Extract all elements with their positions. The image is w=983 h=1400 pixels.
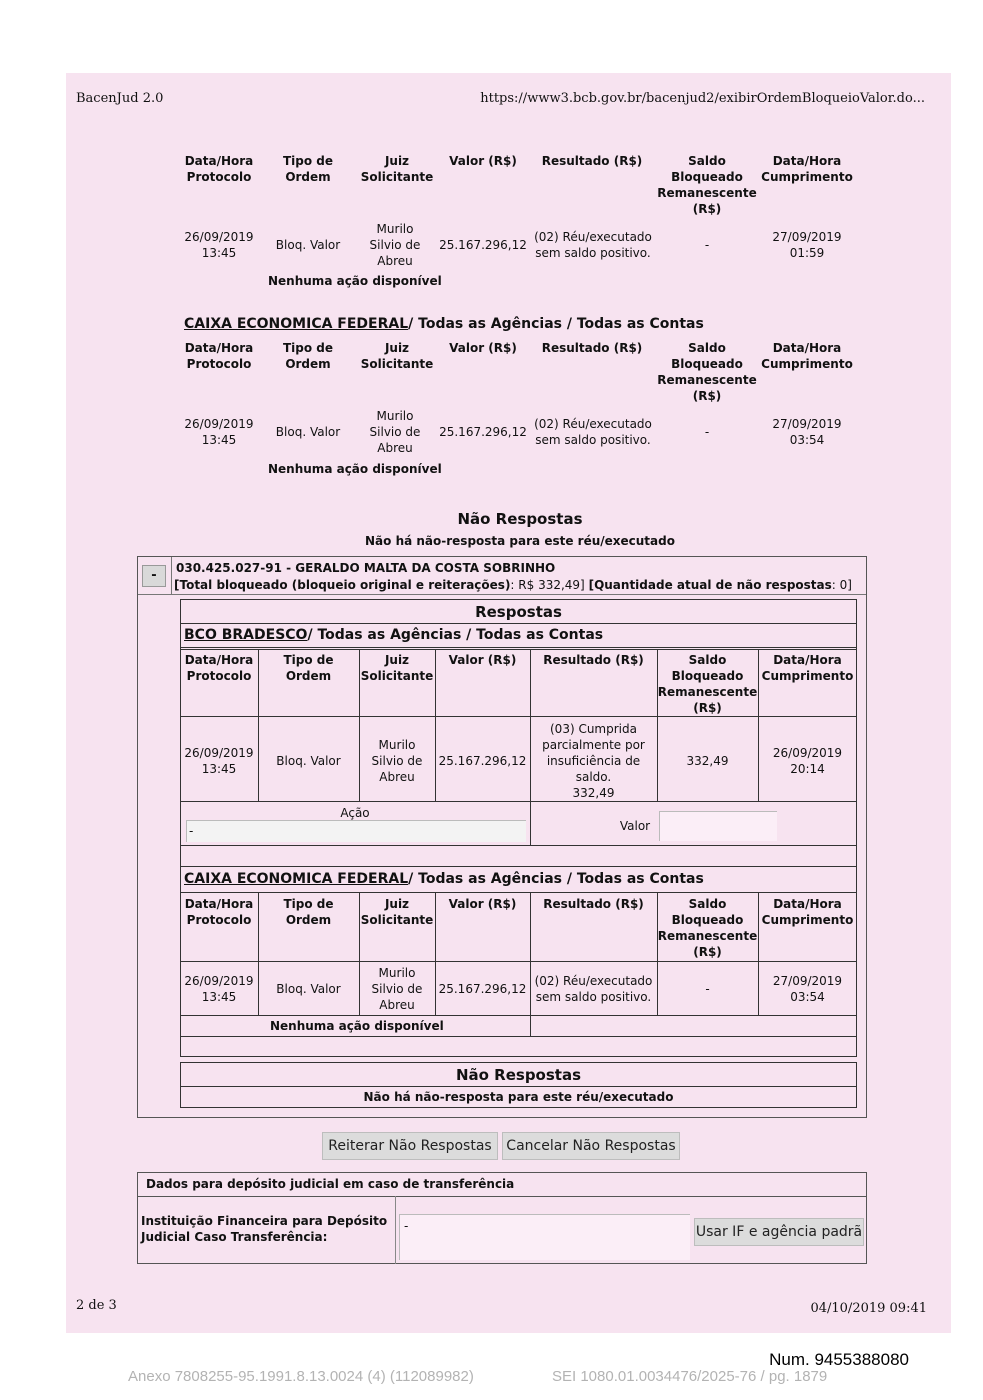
cell-juiz: Murilo Silvio de Abreu bbox=[369, 409, 421, 455]
nao-respostas-text: Não há não-resposta para este réu/executado bbox=[363, 1090, 674, 1104]
cell-juiz: Murilo Silvio de Abreu bbox=[371, 966, 423, 1012]
grid-line bbox=[180, 1015, 857, 1016]
acao-label: Ação bbox=[340, 806, 370, 820]
col-header-cumprimento: Data/Hora Cumprimento bbox=[761, 341, 853, 371]
col-header-protocolo: Data/Hora Protocolo bbox=[184, 897, 254, 927]
total-value: : R$ 332,49] bbox=[510, 578, 585, 592]
bank-scope: / Todas as Agências / Todas as Contas bbox=[307, 627, 604, 643]
cell-valor: 25.167.296,12 bbox=[439, 425, 527, 439]
cell-tipo: Bloq. Valor bbox=[275, 425, 341, 439]
col-header-saldo: Saldo Bloqueado Remanescente (R$) bbox=[657, 154, 757, 216]
bank-scope: / Todas as Agências / Todas as Contas bbox=[408, 871, 704, 887]
col-header-valor: Valor (R$) bbox=[449, 154, 517, 168]
cell-saldo: - bbox=[705, 982, 710, 996]
qtd-value: : 0] bbox=[831, 578, 852, 592]
deposito-title: Dados para depósito judicial em caso de transferência bbox=[146, 1177, 515, 1191]
acao-select[interactable] bbox=[186, 820, 526, 842]
bank-scope: / Todas as Agências / Todas as Contas bbox=[408, 316, 704, 332]
cell-cumprimento: 26/09/2019 20:14 bbox=[772, 746, 843, 776]
cell-saldo: 332,49 bbox=[686, 754, 729, 768]
respostas-divider bbox=[180, 623, 857, 624]
bank-title bbox=[184, 871, 704, 887]
col-header-resultado: Resultado (R$) bbox=[543, 897, 644, 911]
col-header-valor: Valor (R$) bbox=[448, 653, 517, 667]
col-header-protocolo: Data/Hora Protocolo bbox=[184, 341, 254, 371]
cell-valor: 25.167.296,12 bbox=[439, 238, 527, 252]
instituicao-select[interactable] bbox=[399, 1214, 690, 1260]
instituicao-select-value: - bbox=[404, 1219, 409, 1233]
cell-tipo: Bloq. Valor bbox=[276, 982, 341, 996]
cancelar-nao-respostas-button[interactable]: Cancelar Não Respostas bbox=[502, 1132, 680, 1160]
reiterar-nao-respostas-button[interactable]: Reiterar Não Respostas bbox=[322, 1132, 498, 1160]
cell-tipo: Bloq. Valor bbox=[276, 754, 341, 768]
col-header-resultado: Resultado (R$) bbox=[541, 341, 643, 355]
document-number: Num. 9455388080 bbox=[769, 1350, 909, 1369]
sei-reference: SEI 1080.01.0034476/2025-76 / pg. 1879 bbox=[552, 1368, 828, 1385]
col-header-juiz: Juiz Solicitante bbox=[360, 341, 434, 371]
grid-line bbox=[180, 961, 857, 962]
anexo-reference: Anexo 7808255-95.1991.8.13.0024 (4) (112089982) bbox=[128, 1368, 474, 1385]
nao-respostas-title: Não Respostas bbox=[455, 1066, 582, 1084]
cell-saldo: - bbox=[704, 238, 710, 252]
valor-label: Valor bbox=[619, 819, 651, 833]
col-header-saldo: Saldo Bloqueado Remanescente (R$) bbox=[657, 653, 758, 715]
reu-name: 030.425.027-91 - GERALDO MALTA DA COSTA SOBRINHO bbox=[176, 561, 556, 575]
page-counter: 2 de 3 bbox=[76, 1298, 117, 1313]
reu-toggle-divider bbox=[171, 557, 172, 594]
col-header-tipo: Tipo de Ordem bbox=[283, 897, 334, 927]
acao-select-value: - bbox=[189, 824, 194, 838]
valor-input[interactable] bbox=[659, 811, 777, 841]
col-header-valor: Valor (R$) bbox=[448, 897, 517, 911]
reu-divider bbox=[138, 594, 866, 595]
col-header-valor: Valor (R$) bbox=[449, 341, 517, 355]
bank-title bbox=[184, 627, 603, 643]
usar-if-agencia-padrao-button[interactable]: Usar IF e agência padrã bbox=[694, 1218, 864, 1246]
cell-juiz: Murilo Silvio de Abreu bbox=[371, 738, 423, 784]
col-header-tipo: Tipo de Ordem bbox=[282, 341, 334, 371]
col-header-tipo: Tipo de Ordem bbox=[283, 653, 334, 683]
cell-tipo: Bloq. Valor bbox=[275, 238, 341, 252]
cell-juiz: Murilo Silvio de Abreu bbox=[369, 222, 421, 268]
col-header-juiz: Juiz Solicitante bbox=[360, 154, 434, 184]
col-header-cumprimento: Data/Hora Cumprimento bbox=[761, 653, 854, 683]
cell-cumprimento: 27/09/2019 03:54 bbox=[772, 974, 843, 1004]
col-header-juiz: Juiz Solicitante bbox=[360, 653, 434, 683]
col-header-tipo: Tipo de Ordem bbox=[282, 154, 334, 184]
col-header-saldo: Saldo Bloqueado Remanescente (R$) bbox=[657, 341, 757, 403]
bank-name: BCO BRADESCO bbox=[184, 627, 308, 643]
bank-name: CAIXA ECONOMICA FEDERAL bbox=[184, 871, 409, 887]
cell-valor: 25.167.296,12 bbox=[438, 982, 527, 996]
deposito-label: Instituição Financeira para Depósito Judicial Caso Transferência: bbox=[141, 1214, 388, 1244]
total-label: [Total bloqueado (bloqueio original e reiterações) bbox=[174, 578, 511, 592]
col-header-protocolo: Data/Hora Protocolo bbox=[184, 653, 254, 683]
cell-resultado: (02) Réu/executado sem saldo positivo. bbox=[534, 230, 652, 260]
cell-protocolo: 26/09/2019 13:45 bbox=[184, 417, 254, 447]
grid-line bbox=[180, 716, 857, 717]
caixa-title-top-divider bbox=[180, 866, 857, 867]
qtd-label: [Quantidade atual de não respostas bbox=[588, 578, 832, 592]
nao-respostas-text: Não há não-resposta para este réu/executado bbox=[365, 534, 675, 548]
bank-name: CAIXA ECONOMICA FEDERAL bbox=[184, 316, 409, 332]
cell-cumprimento: 27/09/2019 01:59 bbox=[772, 230, 842, 260]
col-header-juiz: Juiz Solicitante bbox=[360, 897, 434, 927]
acao-status: Nenhuma ação disponível bbox=[268, 274, 442, 288]
col-header-resultado: Resultado (R$) bbox=[543, 653, 644, 667]
cell-resultado: (02) Réu/executado sem saldo positivo. bbox=[534, 974, 653, 1004]
collapse-toggle-button[interactable]: - bbox=[142, 565, 166, 587]
grid-line bbox=[530, 892, 531, 1037]
col-header-cumprimento: Data/Hora Cumprimento bbox=[761, 897, 854, 927]
acao-status: Nenhuma ação disponível bbox=[270, 1019, 444, 1033]
reu-summary bbox=[174, 578, 852, 592]
nao-respostas-divider bbox=[180, 1086, 857, 1087]
acao-status: Nenhuma ação disponível bbox=[268, 462, 442, 476]
col-header-protocolo: Data/Hora Protocolo bbox=[184, 154, 254, 184]
bank-title bbox=[184, 316, 704, 332]
cell-protocolo: 26/09/2019 13:45 bbox=[184, 746, 254, 776]
col-header-resultado: Resultado (R$) bbox=[541, 154, 643, 168]
cell-saldo: - bbox=[704, 425, 710, 439]
cell-protocolo: 26/09/2019 13:45 bbox=[184, 974, 254, 1004]
header-url: https://www3.bcb.gov.br/bacenjud2/exibirOrdemBloqueioValor.do... bbox=[480, 91, 925, 106]
respostas-title: Respostas bbox=[475, 603, 562, 621]
bradesco-title-divider bbox=[180, 647, 857, 648]
col-header-saldo: Saldo Bloqueado Remanescente (R$) bbox=[657, 897, 758, 959]
col-header-cumprimento: Data/Hora Cumprimento bbox=[761, 154, 853, 184]
cell-resultado: (02) Réu/executado sem saldo positivo. bbox=[534, 417, 652, 447]
grid-line bbox=[435, 649, 436, 801]
print-datetime: 04/10/2019 09:41 bbox=[810, 1301, 927, 1316]
nao-respostas-title: Não Respostas bbox=[457, 510, 583, 528]
deposito-col-divider bbox=[395, 1196, 396, 1264]
cell-valor: 25.167.296,12 bbox=[438, 754, 527, 768]
cell-protocolo: 26/09/2019 13:45 bbox=[184, 230, 254, 260]
grid-line bbox=[180, 801, 857, 802]
cell-cumprimento: 27/09/2019 03:54 bbox=[772, 417, 842, 447]
cell-resultado: (03) Cumprida parcialmente por insuficiência de saldo. 332,49 bbox=[542, 722, 645, 800]
header-app-name: BacenJud 2.0 bbox=[76, 91, 164, 106]
deposito-divider bbox=[137, 1196, 867, 1197]
